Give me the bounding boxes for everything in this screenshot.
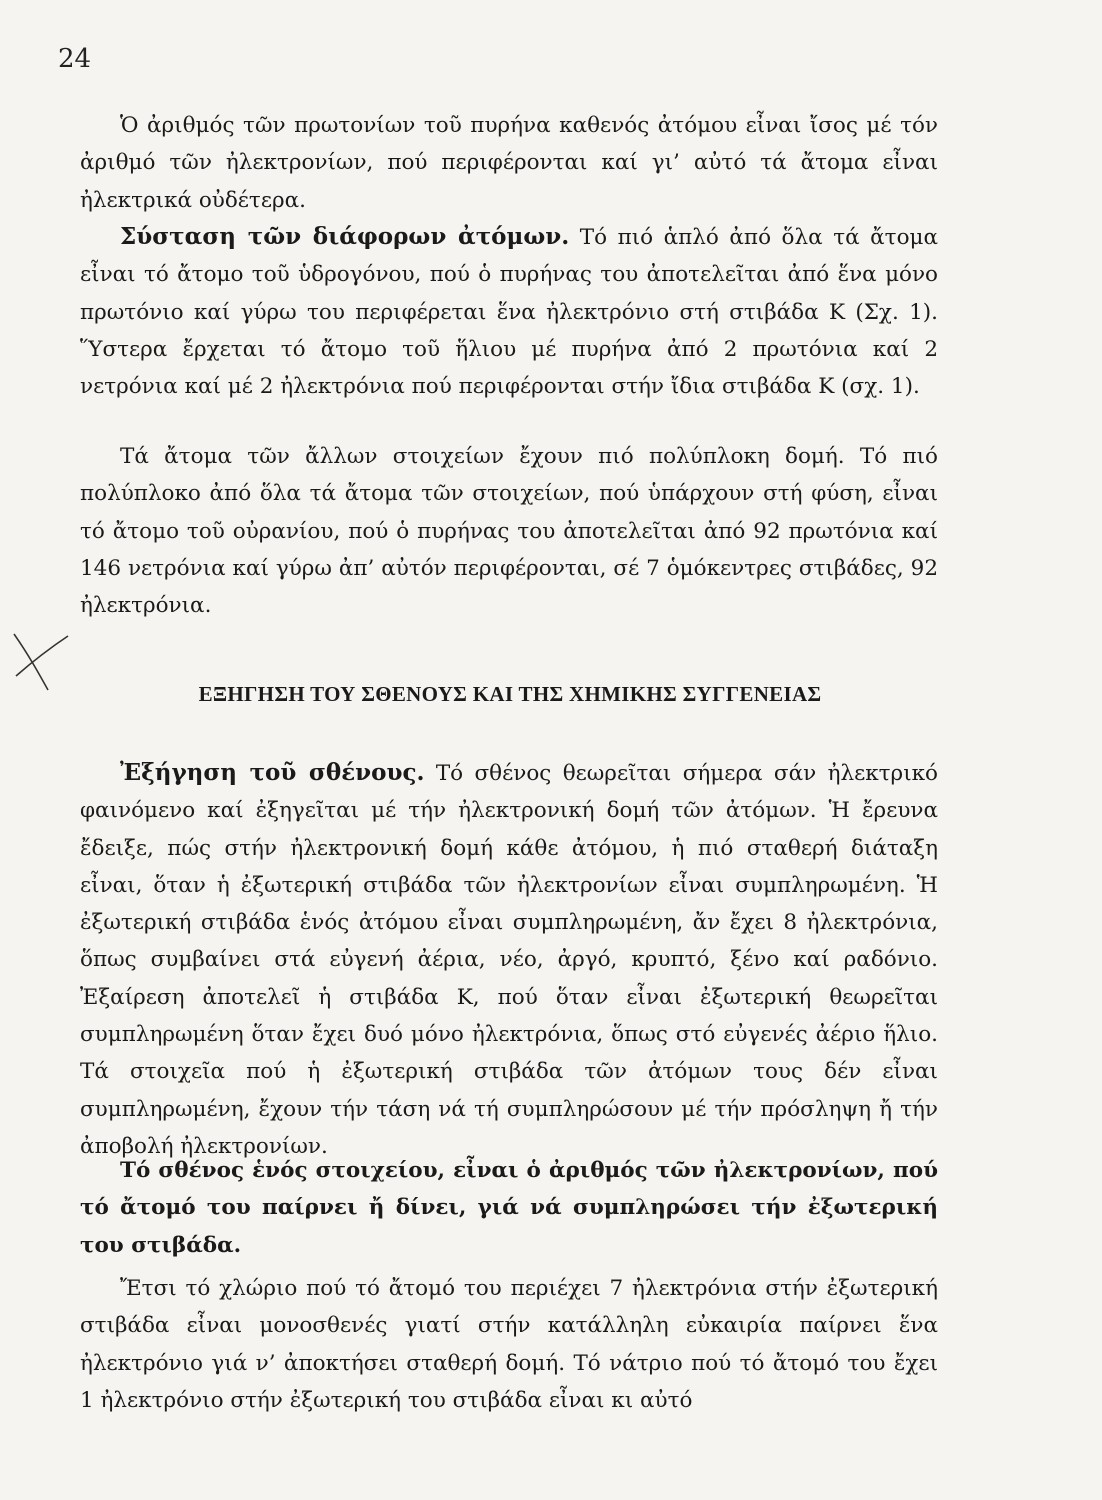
paragraph-1-text: Ὁ ἀριθμός τῶν πρωτονίων τοῦ πυρήνα καθενός ἀτόμου εἶναι ἴσος μέ τόν ἀριθμό τῶν ἠλεκτρονίων, πού περιφέρονται καί γι’ αὐτό τά ἄτομα εἶναι ἠλεκτρικά οὐδέτερα. xyxy=(80,113,938,213)
composition-run-in-heading: Σύσταση τῶν διάφορων ἀτόμων. xyxy=(120,223,570,250)
paragraph-composition-of-atoms xyxy=(80,218,938,405)
valence-text: Τό σθένος θεωρεῖται σήμερα σάν ἠλεκτρικό φαινόμενο καί ἐξηγεῖται μέ τήν ἠλεκτρονική δομή τῶν ἀτόμων. Ἡ ἔρευνα ἔδειξε, πώς στήν ἠλεκτρονική δομή κάθε ἀτόμου, ἡ πιό σταθερή διάταξη εἶναι, ὅταν ἡ ἐξωτερική στιβάδα τῶν ἠλεκτρονίων εἶναι συμπληρωμένη. Ἡ ἐξωτερική στιβάδα ἑνός ἀτόμου εἶναι συμπληρωμένη, ἄν ἔχει 8 ἠλεκτρόνια, ὅπως συμβαίνει στά εὐγενή ἀέρια, νέο, ἀργό, κρυπτό, ξένο καί ραδόνιο. Ἐξαίρεση ἀποτελεῖ ἡ στιβάδα Κ, πού ὅταν εἶναι ἐξωτερική θεωρεῖται συμπληρωμένη ὅταν ἔχει δυό μόνο ἠλεκτρόνια, ὅπως στό εὐγενές ἀέριο ἥλιο. Τά στοιχεῖα πού ἡ ἐξωτερική στιβάδα τῶν ἀτόμων τους δέν εἶναι συμπληρωμένη, ἔχουν τήν τάση νά τή συμπληρώσουν μέ τήν πρόσληψη ἤ τήν ἀποβολή ἠλεκτρονίων. xyxy=(80,761,939,1159)
paragraph-uranium-atom xyxy=(80,438,938,624)
section-heading: ΕΞΗΓΗΣΗ ΤΟΥ ΣΘΕΝΟΥΣ ΚΑΙ ΤΗΣ ΧΗΜΙΚΗΣ ΣΥΓΓΕΝΕΙΑΣ xyxy=(198,682,822,706)
valence-definition-text: Τό σθένος ἑνός στοιχείου, εἶναι ὁ ἀριθμός τῶν ἠλεκτρονίων, πού τό ἄτομό του παίρνει ἤ δίνει, γιά νά συμπληρώσει τήν ἐξωτερική του στιβάδα. xyxy=(80,1158,938,1258)
paragraph-6-text: Ἔτσι τό χλώριο πού τό ἄτομό του περιέχει 7 ἠλεκτρόνια στήν ἐξωτερική στιβάδα εἶναι μονοσθενές γιατί στήν κατάλληλη εὐκαιρία παίρνει ἕνα ἠλεκτρόνιο γιά ν’ ἀποκτήσει σταθερή δομή. Τό νάτριο πού τό ἄτομό του ἔχει 1 ἠλεκτρόνιο στήν ἐξωτερική του στιβάδα εἶναι κι αὐτό xyxy=(80,1276,938,1413)
paragraph-3-text: Τά ἄτομα τῶν ἄλλων στοιχείων ἔχουν πιό πολύπλοκη δομή. Τό πιό πολύπλοκο ἀπό ὅλα τά ἄτομα τῶν στοιχείων, πού ὑπάρχουν στή φύση, εἶναι τό ἄτομο τοῦ οὐρανίου, πού ὁ πυρήνας του ἀποτελεῖται ἀπό 92 πρωτόνια καί 146 νετρόνια καί γύρω ἀπ’ αὐτόν περιφέρονται, σέ 7 ὁμόκεντρες στιβάδες, 92 ἠλεκτρόνια. xyxy=(80,444,938,619)
paragraph-chlorine-sodium xyxy=(80,1270,938,1419)
handwritten-x-mark-icon xyxy=(6,628,76,698)
paragraph-valence-definition xyxy=(80,1152,938,1264)
page-number: 24 xyxy=(58,44,92,74)
paragraph-valence-explanation xyxy=(80,754,938,1165)
composition-text: Τό πιό ἁπλό ἀπό ὅλα τά ἄτομα εἶναι τό ἄτομο τοῦ ὑδρογόνου, πού ὁ πυρήνας του ἀποτελεῖται ἀπό ἕνα μόνο πρωτόνιο καί γύρω του περιφέρεται ἕνα ἠλεκτρόνιο στή στιβάδα Κ (Σχ. 1). Ὕστερα ἔρχεται τό ἄτομο τοῦ ἥλιου μέ πυρήνα ἀπό 2 πρωτόνια καί 2 νετρόνια καί μέ 2 ἠλεκτρόνια πού περιφέρονται στήν ἴδια στιβάδα Κ (σχ. 1). xyxy=(80,225,938,400)
paragraph-proton-electron-equality xyxy=(80,107,938,219)
valence-run-in-heading: Ἐξήγηση τοῦ σθένους. xyxy=(120,759,425,786)
